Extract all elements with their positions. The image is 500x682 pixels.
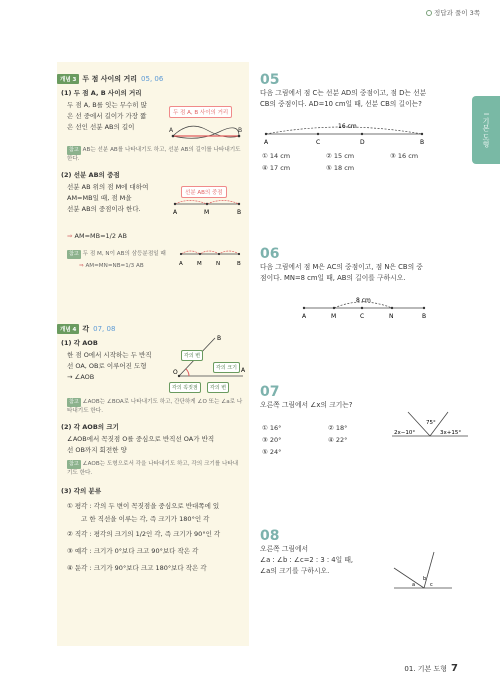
line: → ∠AOB (67, 373, 95, 381)
problem-07 (260, 384, 400, 411)
figure-label: 16 cm (338, 123, 357, 130)
point-c: C (360, 313, 365, 320)
problem-08 (260, 528, 410, 577)
midpoint-eq: ⇒ AM=MB=1/2 AB (67, 232, 127, 240)
concept4-title: 각 (82, 325, 90, 333)
point-m: M (204, 209, 210, 216)
class-line: 고 한 직선을 이루는 각, 즉 크기가 180°인 각 (81, 515, 210, 523)
point-a: A (179, 261, 183, 267)
angle-item1-note (67, 398, 243, 415)
line: AM=MB일 때, 점 M을 (67, 194, 132, 202)
choice-5[interactable]: ⑤ 18 cm (326, 164, 355, 172)
problem-text: ∠a : ∠b : ∠c=2 : 3 : 4일 때, (260, 556, 354, 564)
page-number: 7 (451, 663, 458, 674)
line: 한 점 O에서 시작하는 두 반직 (67, 351, 152, 359)
angle-item1-title: (1) 각 AOB (61, 339, 98, 347)
angle-label-c: 3x+15° (440, 430, 462, 436)
note-text: AB는 선분 AB를 나타내기도 하고, 선분 AB의 길이를 나타내기도 한다. (67, 147, 241, 162)
line: 은 선 중에서 길이가 가장 짧 (67, 112, 147, 120)
point-a: A (169, 127, 174, 134)
angle-label-b: 75° (426, 420, 436, 426)
note-label: 참고 (69, 147, 79, 153)
choice-1[interactable]: ① 16° (262, 424, 282, 432)
note-text: ∠AOB는 도형으로서 각을 나타내기도 하고, 각의 크기를 나타내기도 한다. (67, 461, 239, 476)
point-c: C (316, 139, 321, 146)
item1-text (67, 100, 177, 133)
distance-figure (169, 118, 243, 144)
point-d: D (360, 139, 365, 146)
line: 선 OA, OB로 이루어진 도형 (67, 362, 147, 370)
choice-5[interactable]: ⑤ 24° (262, 448, 282, 456)
header-text: 정답과 풀이 3쪽 (434, 9, 480, 17)
choice-3[interactable]: ③ 20° (262, 436, 282, 444)
concept3-heading (57, 74, 249, 84)
concept4-ref: 07, 08 (93, 325, 116, 333)
angle-label-a: 2x−10° (394, 430, 416, 436)
figure-label: 8 cm (356, 297, 371, 304)
note-text: 두 점 M, N이 AB의 삼등분점일 때 (82, 251, 166, 257)
problem-07-figure (388, 410, 470, 444)
trisect-figure (177, 246, 243, 272)
check-icon (426, 10, 432, 16)
page-header (426, 8, 480, 17)
problem-text: 오른쪽 그림에서 ∠x의 크기는? (260, 401, 353, 409)
line: ∠AOB에서 꼭짓점 O를 중심으로 반직선 OA가 반직 (67, 435, 215, 443)
distance-label: 두 점 A, B 사이의 거리 (169, 106, 232, 118)
problem-number: 08 (260, 528, 280, 544)
label-a: a (412, 582, 416, 588)
problem-text: 다음 그림에서 점 M은 AC의 중점이고, 점 N은 CB의 중 (260, 263, 423, 271)
point-b: B (238, 127, 243, 134)
problem-number: 05 (260, 72, 280, 88)
class-line: ④ 둔각 : 크기가 90°보다 크고 180°보다 작은 각 (67, 564, 207, 572)
point-b: B (237, 209, 242, 216)
problem-text: 점이다. MN=8 cm일 때, AB의 길이를 구하시오. (260, 274, 406, 282)
side-label-2: 각의 변 (207, 382, 229, 393)
problem-05 (260, 72, 470, 110)
choice-3[interactable]: ③ 16 cm (390, 152, 419, 160)
point-n: N (216, 261, 221, 267)
choice-1[interactable]: ① 14 cm (262, 152, 291, 160)
chapter-tab-label: I 기본 도형 (482, 112, 490, 148)
item2-note (67, 250, 166, 259)
angle-item3-title: (3) 각의 분류 (61, 487, 102, 495)
angle-item2-text (67, 434, 243, 456)
note-label: 참고 (69, 251, 79, 257)
concept4-tag: 개념 4 (57, 324, 79, 334)
problem-text: ∠a의 크기를 구하시오. (260, 567, 330, 575)
point-a: A (241, 367, 246, 374)
concept3-title: 두 점 사이의 거리 (82, 75, 138, 83)
midpoint-label: 선분 AB의 중점 (181, 186, 227, 198)
line: 선 OB까지 회전한 양 (67, 446, 127, 454)
problem-06-figure (300, 296, 430, 322)
choice-2[interactable]: ② 15 cm (326, 152, 355, 160)
note-eq: AM=MN=NB=1/3 AB (85, 263, 144, 269)
concept3-tag: 개념 3 (57, 74, 79, 84)
class-line: ① 평각 : 각의 두 변이 꼭짓점을 중심으로 반대쪽에 있 (67, 502, 220, 510)
page-footer (404, 663, 458, 674)
point-n: N (389, 313, 394, 320)
problem-05-figure (262, 120, 442, 146)
vertex-label: 각의 꼭짓점 (169, 382, 201, 393)
problem-07-choices (262, 422, 392, 458)
point-a: A (264, 139, 269, 146)
problem-08-figure (390, 548, 456, 598)
point-m: M (197, 261, 202, 267)
label-c: c (430, 582, 433, 588)
midpoint-figure (171, 196, 243, 216)
problem-05-choices (262, 150, 462, 174)
side-label: 각의 변 (181, 350, 203, 361)
note-label: 참고 (69, 399, 79, 405)
point-b: B (217, 335, 222, 342)
problem-number: 07 (260, 384, 280, 400)
choice-2[interactable]: ② 18° (328, 424, 348, 432)
class-line: ② 직각 : 평각의 크기의 1/2인 각, 즉 크기가 90°인 각 (67, 530, 221, 538)
chapter-tab (472, 96, 500, 164)
item1-title: (1) 두 점 A, B 사이의 거리 (61, 89, 142, 97)
point-b: B (422, 313, 427, 320)
footer-section: 01. 기본 도형 (404, 665, 448, 673)
concept3-ref: 05, 06 (141, 75, 164, 83)
angle-item1-text (67, 350, 179, 383)
point-a: A (302, 313, 307, 320)
problem-text: 오른쪽 그림에서 (260, 545, 309, 553)
line: 선분 AB의 중점이라 한다. (67, 205, 141, 213)
concept-panel (57, 62, 249, 646)
choice-4[interactable]: ④ 17 cm (262, 164, 291, 172)
choice-4[interactable]: ④ 22° (328, 436, 348, 444)
size-label: 각의 크기 (213, 362, 240, 373)
problem-text: 다음 그림에서 점 C는 선분 AD의 중점이고, 점 D는 선분 (260, 89, 427, 97)
point-b: B (420, 139, 425, 146)
line: 선분 AB 위의 점 M에 대하여 (67, 183, 149, 191)
point-m: M (331, 313, 337, 320)
note-text: ∠AOB는 ∠BOA로 나타내기도 하고, 간단하게 ∠O 또는 ∠a로 나타내기도 한다. (67, 399, 243, 414)
item2-note-eq: ⇒ AM=MN=NB=1/3 AB (79, 263, 144, 269)
problem-text: CB의 중점이다. AD=10 cm일 때, 선분 CB의 길이는? (260, 100, 422, 108)
concept3 (57, 74, 249, 86)
angle-classes (67, 500, 247, 577)
problem-06 (260, 246, 470, 284)
class-line: ③ 예각 : 크기가 0°보다 크고 90°보다 작은 각 (67, 547, 199, 555)
point-a: A (173, 209, 178, 216)
eq-text: AM=MB=1/2 AB (74, 232, 127, 240)
point-o: O (173, 369, 178, 376)
line: 은 선인 선분 AB의 길이 (67, 123, 135, 131)
problem-number: 06 (260, 246, 280, 262)
item2-title: (2) 선분 AB의 중점 (61, 171, 120, 179)
angle-item2-title: (2) 각 AOB의 크기 (61, 423, 119, 431)
point-b: B (237, 261, 241, 267)
item2-text (67, 182, 187, 215)
label-b: b (423, 576, 427, 582)
angle-item2-note (67, 460, 243, 477)
note-label: 참고 (69, 461, 79, 467)
item1-note (67, 146, 243, 163)
line: 두 점 A, B를 잇는 무수히 많 (67, 101, 147, 109)
